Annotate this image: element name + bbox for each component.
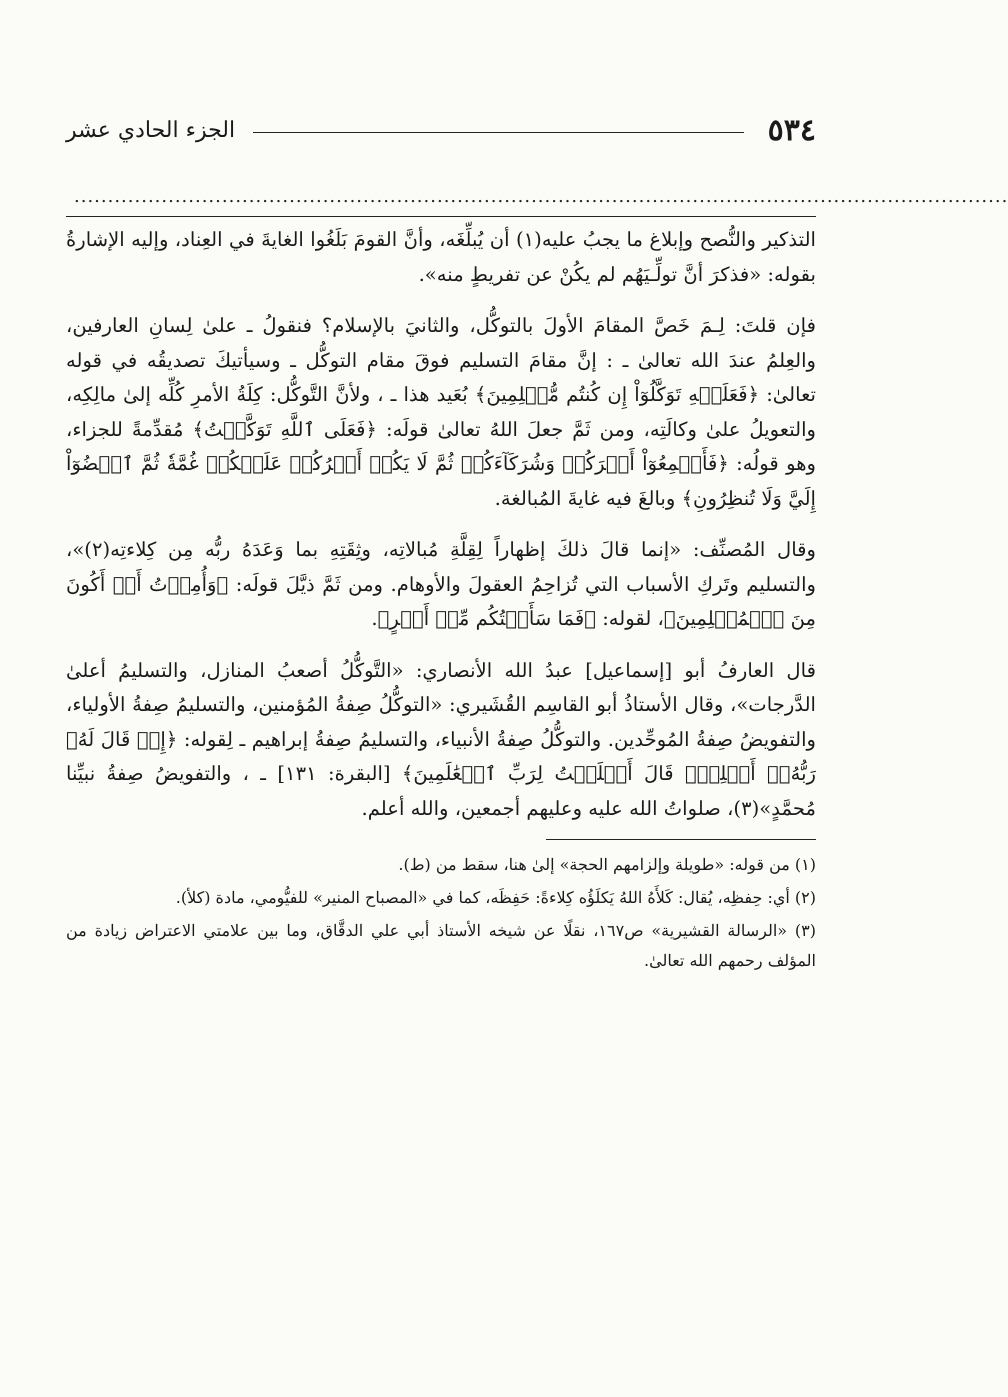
text-top-rule	[66, 216, 816, 217]
running-title: الجزء الحادي عشر	[66, 117, 236, 143]
footnote-2: (٢) أي: حِفظِه، يُقال: كَلأَهُ اللهُ يَكلَؤُه كِلاءةً: حَفِظَه، كما في «المصباح المنير» للفيُّومي، مادة (كلأ).	[175, 888, 816, 907]
footnote-3: (٣) «الرسالة القشيرية» ص١٦٧، نقلًا عن شيخه الأستاذ أبي علي الدقَّاق، وما بين علامتي الاعتراض زيادة من المؤلف رحمهم الله تعالىٰ.	[66, 921, 816, 970]
omission-dots: ...........................................................................................................................................	[74, 186, 1008, 207]
body-text	[66, 223, 816, 826]
paragraph-4: قال العارفُ أبو [إسماعيل] عبدُ الله الأنصاري: «التَّوكُّلُ أصعبُ المنازل، والتسليمُ أعلىٰ الدَّرجات»، وقال الأستاذُ أبو القاسِم القُشَيري: «التوكُّلُ صِفةُ المُؤمنين، والتسليمُ صِفةُ الأولياء، والتفويضُ صِفةُ المُوحِّدين. والتوكُّلُ صِفةُ الأنبياء، والتسليمُ صِفةُ إبراهيم ـ لِقوله: ﴿إِذۡ قَالَ لَهُۥ رَبُّهُۥٓ أَسۡلِمۡۖ قَالَ أَسۡلَمۡتُ لِرَبِّ ٱلۡعَٰلَمِينَ﴾ [البقرة: ١٣١] ـ ، والتفويضُ صِفةُ نبيِّنا مُحمَّدٍ»(٣)، صلواتُ الله عليه وعليهم أجمعين، والله أعلم.	[66, 658, 816, 820]
page-number: ٥٣٤	[767, 112, 816, 148]
paragraph-3: وقال المُصنِّف: «إنما قالَ ذلكَ إظهاراً لِقِلَّةِ مُبالاتِه، وثِقَتِهِ بما وَعَدَهُ ربُّه مِن كِلاءتِه(٢)»، والتسليم وتَركِ الأسباب التي تُزاحِمُ العقولَ والأوهام. ومن ثَمَّ ذيَّلَ قولَه: ﴿وَأُمِرۡتُ أَنۡ أَكُونَ مِنَ ٱلۡمُسۡلِمِينَ﴾، لقوله: ﴿فَمَا سَأَلۡتُكُم مِّنۡ أَجۡرٍ﴾.	[66, 538, 816, 630]
header-rule	[253, 132, 744, 133]
paragraph-2: فإن قلتَ: لِـمَ خَصَّ المقامَ الأولَ بالتوكُّل، والثانيَ بالإسلام؟ فنقولُ ـ علىٰ لِسانِ العارفين، والعِلمُ عندَ الله تعالىٰ ـ : إنَّ مقامَ التسليم فوقَ مقام التوكُّل ـ وسيأتيكَ تصديقُه في قوله تعالىٰ: ﴿فَعَلَيۡهِ تَوَكَّلُوٓاْ إِن كُنتُم مُّسۡلِمِينَ﴾ بُعَيد هذا ـ ، ولأنَّ التَّوكُّل: كِلَةُ الأمرِ كُلِّه إلىٰ مالِكِه، والتعويلُ علىٰ وكالَتِه، ومن ثَمَّ جعلَ اللهُ تعالىٰ قولَه: ﴿فَعَلَى ٱللَّهِ تَوَكَّلۡتُ﴾ مُقدِّمةً للجزاء، وهو قولُه: ﴿فَأَجۡمِعُوٓاْ أَمۡرَكُمۡ وَشُرَكَآءَكُمۡ ثُمَّ لَا يَكُنۡ أَمۡرُكُمۡ عَلَيۡكُمۡ غُمَّةٗ ثُمَّ ٱقۡضُوٓاْ إِلَيَّ وَلَا تُنظِرُونِ﴾ وبالغَ فيه غايةَ المُبالغة.	[66, 314, 816, 510]
footnote-separator	[546, 839, 816, 840]
footnote-1: (١) من قوله: «طويلة وإلزامهم الحجة» إلىٰ هنا، سقط من (ط).	[398, 855, 816, 874]
paragraph-1: التذكير والنُّصح وإبلاغ ما يجبُ عليه(١) أن يُبلِّغَه، وأنَّ القومَ بَلَغُوا الغايةَ في العِناد، وإليه الإشارةُ بقوله: «فذكرَ أنَّ تولِّـيَهُم لم يكُنْ عن تفريطٍ منه».	[66, 228, 816, 286]
footnotes	[66, 850, 816, 976]
running-head	[66, 100, 816, 160]
book-page	[66, 100, 1008, 1340]
